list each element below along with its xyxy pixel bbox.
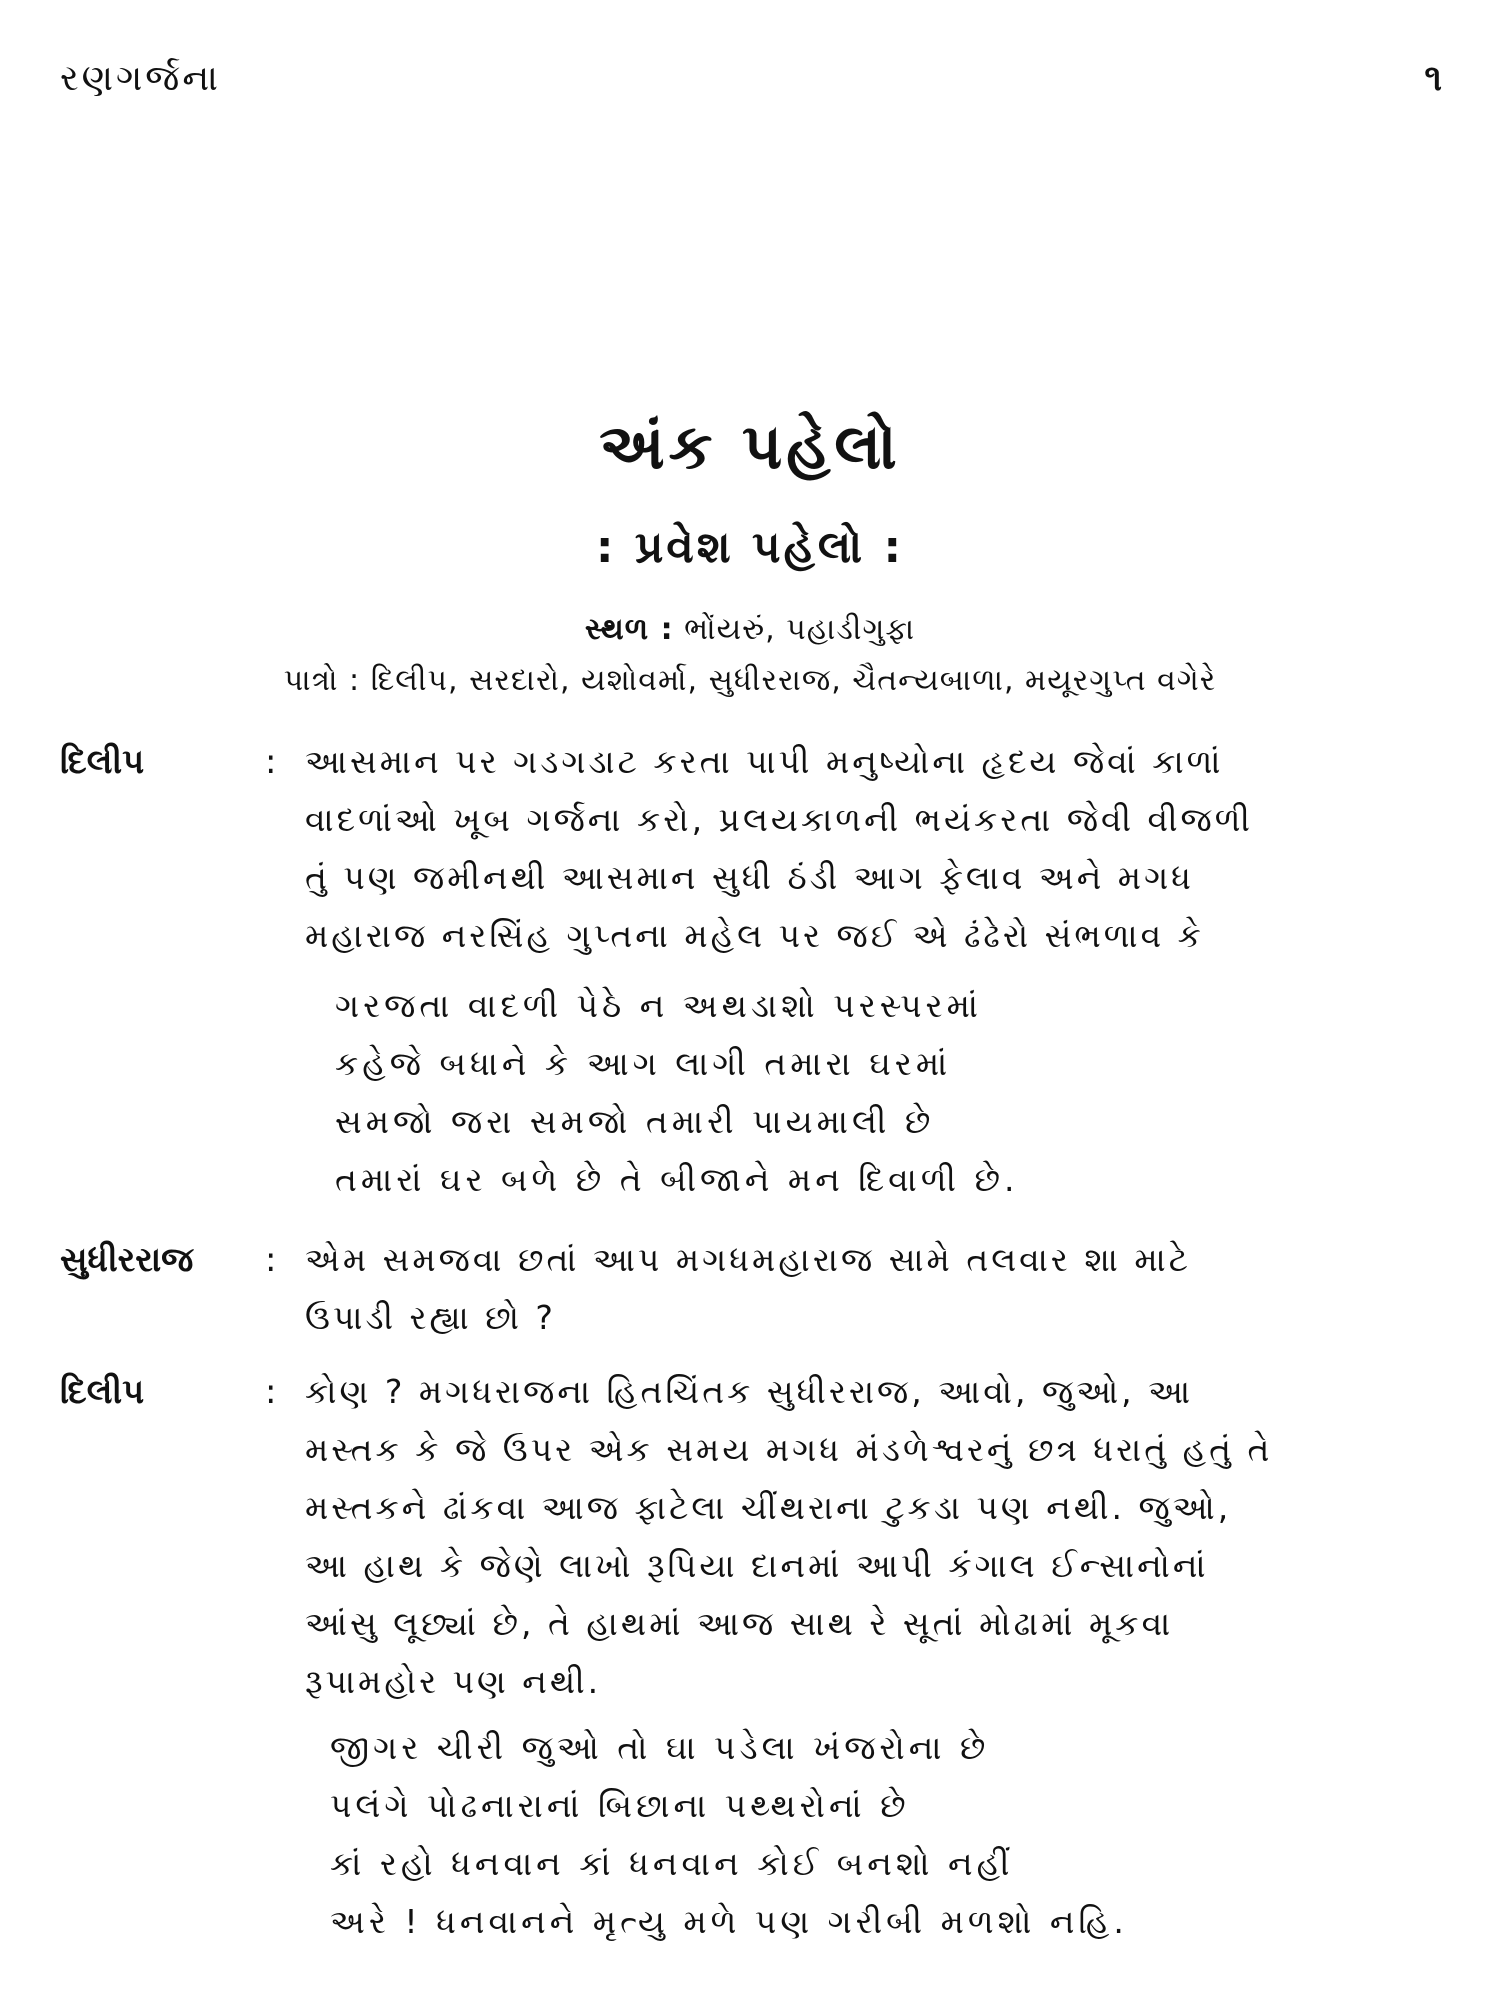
verse-line: કહેજે બધાને કે આગ લાગી તમારા ઘરમાં [335, 1044, 952, 1083]
characters-line [0, 663, 1500, 698]
speaker-name: સુધીરરાજ [60, 1240, 194, 1280]
verse-line: તમારાં ઘર બળે છે તે બીજાને મન દિવાળી છે. [335, 1160, 1019, 1199]
characters-label: પાત્રો : [283, 663, 361, 698]
scene-title: : પ્રવેશ પહેલો : [595, 522, 905, 573]
verse-line: ગરજતા વાદળી પેઠે ન અથડાશો પરસ્પરમાં [335, 986, 982, 1025]
speaker-colon: : [265, 1240, 277, 1280]
dialogue-line: ઉપાડી રહ્યા છો ? [305, 1298, 556, 1337]
verse-line: સમજો જરા સમજો તમારી પાયમાલી છે [335, 1102, 935, 1141]
verse-line: અરે ! ધનવાનને મૃત્યુ મળે પણ ગરીબી મળશો નહિ. [330, 1902, 1128, 1941]
dialogue-line: આ હાથ કે જેણે લાખો રૂપિયા દાનમાં આપી કંગાલ ઈન્સાનોનાં [305, 1546, 1209, 1585]
speaker-name: દિલીપ [60, 742, 145, 782]
dialogue-line: તું પણ જમીનથી આસમાન સુધી ઠંડી આગ ફેલાવ અને મગધ [305, 858, 1194, 897]
speech-block [60, 1240, 1450, 1370]
speech-block [60, 742, 1450, 1302]
speech-block [60, 1372, 1450, 1972]
dialogue-line: મહારાજ નરસિંહ ગુપ્તના મહેલ પર જઈ એ ઢંઢેરો સંભળાવ કે [305, 916, 1204, 955]
verse-line: પલંગે પોઢનારાનાં બિછાના પથ્થરોનાં છે [330, 1786, 910, 1825]
characters-value: દિલીપ, સરદારો, યશોવર્મા, સુધીરરાજ, ચૈતન્યબાળા, મયૂરગુપ્ત વગેરે [370, 663, 1217, 698]
verse-line: જીગર ચીરી જુઓ તો ઘા પડેલા ખંજરોના છે [330, 1728, 990, 1767]
place-label: સ્થળ : [584, 612, 674, 647]
verse-line: કાં રહો ધનવાન કાં ધનવાન કોઈ બનશો નહીં [330, 1844, 1014, 1883]
book-title: રણગર્જના [60, 58, 221, 99]
place-value: ભોંયરું, પહાડીગુફા [684, 612, 916, 647]
dialogue-line: રૂપામહોર પણ નથી. [305, 1662, 602, 1701]
place-line [0, 612, 1500, 647]
dialogue-line: આંસુ લૂછ્યાં છે, તે હાથમાં આજ સાથ રે સૂતાં મોઢામાં મૂકવા [305, 1604, 1174, 1643]
dialogue-line: મસ્તકને ઢાંકવા આજ ફાટેલા ચીંથરાના ટુકડા પણ નથી. જુઓ, [305, 1488, 1232, 1527]
speaker-colon: : [265, 1372, 277, 1412]
page-number: ૧ [1424, 58, 1445, 99]
act-title: અંક પહેલો [599, 410, 901, 483]
running-head [60, 58, 1445, 100]
speaker-colon: : [265, 742, 277, 782]
dialogue-line: આસમાન પર ગડગડાટ કરતા પાપી મનુષ્યોના હૃદય જેવાં કાળાં [305, 742, 1224, 781]
dialogue-line: કોણ ? મગધરાજના હિતચિંતક સુધીરરાજ, આવો, જુઓ, આ [305, 1372, 1194, 1411]
dialogue-line: મસ્તક કે જે ઉપર એક સમય મગધ મંડળેશ્વરનું છત્ર ધરાતું હતું તે [305, 1430, 1273, 1469]
dialogue-line: વાદળાંઓ ખૂબ ગર્જના કરો, પ્રલયકાળની ભયંકરતા જેવી વીજળી [305, 800, 1253, 839]
dialogue-line: એમ સમજવા છતાં આપ મગધમહારાજ સામે તલવાર શા માટે [305, 1240, 1191, 1279]
speaker-name: દિલીપ [60, 1372, 145, 1412]
